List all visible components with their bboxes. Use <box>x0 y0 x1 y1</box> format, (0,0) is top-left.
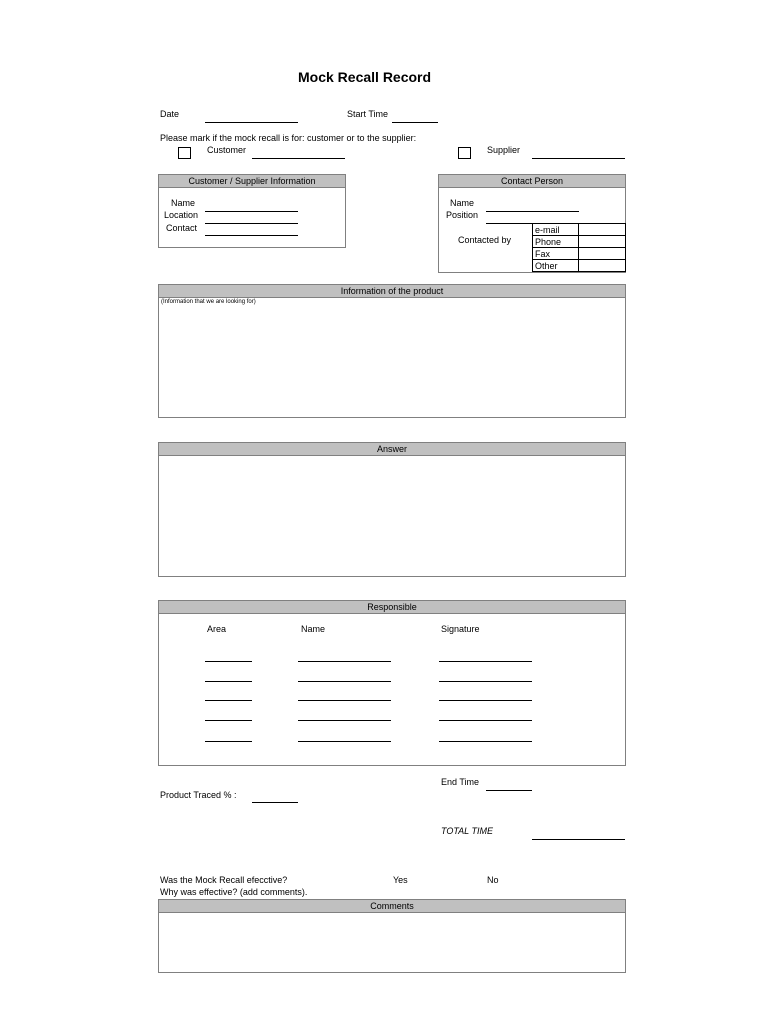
name-field[interactable] <box>298 741 391 742</box>
contact-method-row <box>533 260 626 272</box>
area-field[interactable] <box>205 720 252 721</box>
customer-supplier-info-header: Customer / Supplier Information <box>159 175 345 188</box>
responsible-col-signature: Signature <box>441 624 480 634</box>
name-field[interactable] <box>298 720 391 721</box>
cust-contact-label: Contact <box>166 223 198 233</box>
contact-method-fax: Fax <box>533 248 579 260</box>
contacted-by-label: Contacted by <box>458 235 512 245</box>
contact-method-value[interactable] <box>579 224 626 236</box>
date-label: Date <box>160 109 180 119</box>
contact-method-email: e-mail <box>533 224 579 236</box>
area-field[interactable] <box>205 741 252 742</box>
contact-method-row <box>533 248 626 260</box>
signature-field[interactable] <box>439 681 532 682</box>
total-time-field[interactable] <box>532 839 625 840</box>
contact-person-header: Contact Person <box>439 175 625 188</box>
name-field[interactable] <box>298 681 391 682</box>
name-field[interactable] <box>298 661 391 662</box>
customer-checkbox[interactable] <box>178 147 191 159</box>
signature-field[interactable] <box>439 720 532 721</box>
end-time-label: End Time <box>441 777 480 787</box>
contact-method-value[interactable] <box>579 260 626 272</box>
cp-position-field[interactable] <box>486 211 579 212</box>
page-title: Mock Recall Record <box>298 69 432 85</box>
responsible-header: Responsible <box>159 601 625 614</box>
product-info-header: Information of the product <box>159 285 625 298</box>
signature-field[interactable] <box>439 661 532 662</box>
comments-box[interactable] <box>158 899 626 973</box>
supplier-label: Supplier <box>487 145 521 155</box>
contact-method-phone: Phone <box>533 236 579 248</box>
product-info-note: (Information that we are looking for) <box>161 299 256 305</box>
name-field[interactable] <box>298 700 391 701</box>
effective-no[interactable]: No <box>487 875 499 885</box>
area-field[interactable] <box>205 681 252 682</box>
cust-location-label: Location <box>164 210 199 220</box>
start-time-label: Start Time <box>347 109 389 119</box>
supplier-field[interactable] <box>532 158 625 159</box>
cust-location-field[interactable] <box>205 223 298 224</box>
effective-yes[interactable]: Yes <box>393 875 408 885</box>
start-time-field[interactable] <box>392 122 438 123</box>
responsible-col-area: Area <box>207 624 227 634</box>
cp-extra-field[interactable] <box>486 223 532 224</box>
end-time-field[interactable] <box>486 790 532 791</box>
mark-prompt: Please mark if the mock recall is for: customer or to the supplier: <box>160 133 417 143</box>
answer-header: Answer <box>159 443 625 456</box>
area-field[interactable] <box>205 661 252 662</box>
customer-label: Customer <box>207 145 247 155</box>
cust-name-label: Name <box>171 198 196 208</box>
product-info-box[interactable] <box>158 284 626 418</box>
signature-field[interactable] <box>439 741 532 742</box>
product-traced-field[interactable] <box>252 802 298 803</box>
contact-method-row <box>533 224 626 236</box>
cust-name-field[interactable] <box>205 211 298 212</box>
contacted-by-table <box>532 223 626 272</box>
product-traced-label: Product Traced % : <box>160 790 237 800</box>
cp-name-label: Name <box>450 198 475 208</box>
contact-method-row <box>533 236 626 248</box>
total-time-label: TOTAL TIME <box>441 826 494 836</box>
answer-box[interactable] <box>158 442 626 577</box>
contact-method-value[interactable] <box>579 236 626 248</box>
why-effective-question: Why was effective? (add comments). <box>160 887 308 897</box>
customer-field[interactable] <box>252 158 345 159</box>
date-field[interactable] <box>205 122 298 123</box>
cust-contact-field[interactable] <box>205 235 298 236</box>
supplier-checkbox[interactable] <box>458 147 471 159</box>
contact-method-value[interactable] <box>579 248 626 260</box>
contact-method-other: Other <box>533 260 579 272</box>
cp-position-label: Position <box>446 210 479 220</box>
signature-field[interactable] <box>439 700 532 701</box>
responsible-col-name: Name <box>301 624 326 634</box>
effective-question: Was the Mock Recall efecctive? <box>160 875 288 885</box>
comments-header: Comments <box>159 900 625 913</box>
area-field[interactable] <box>205 700 252 701</box>
